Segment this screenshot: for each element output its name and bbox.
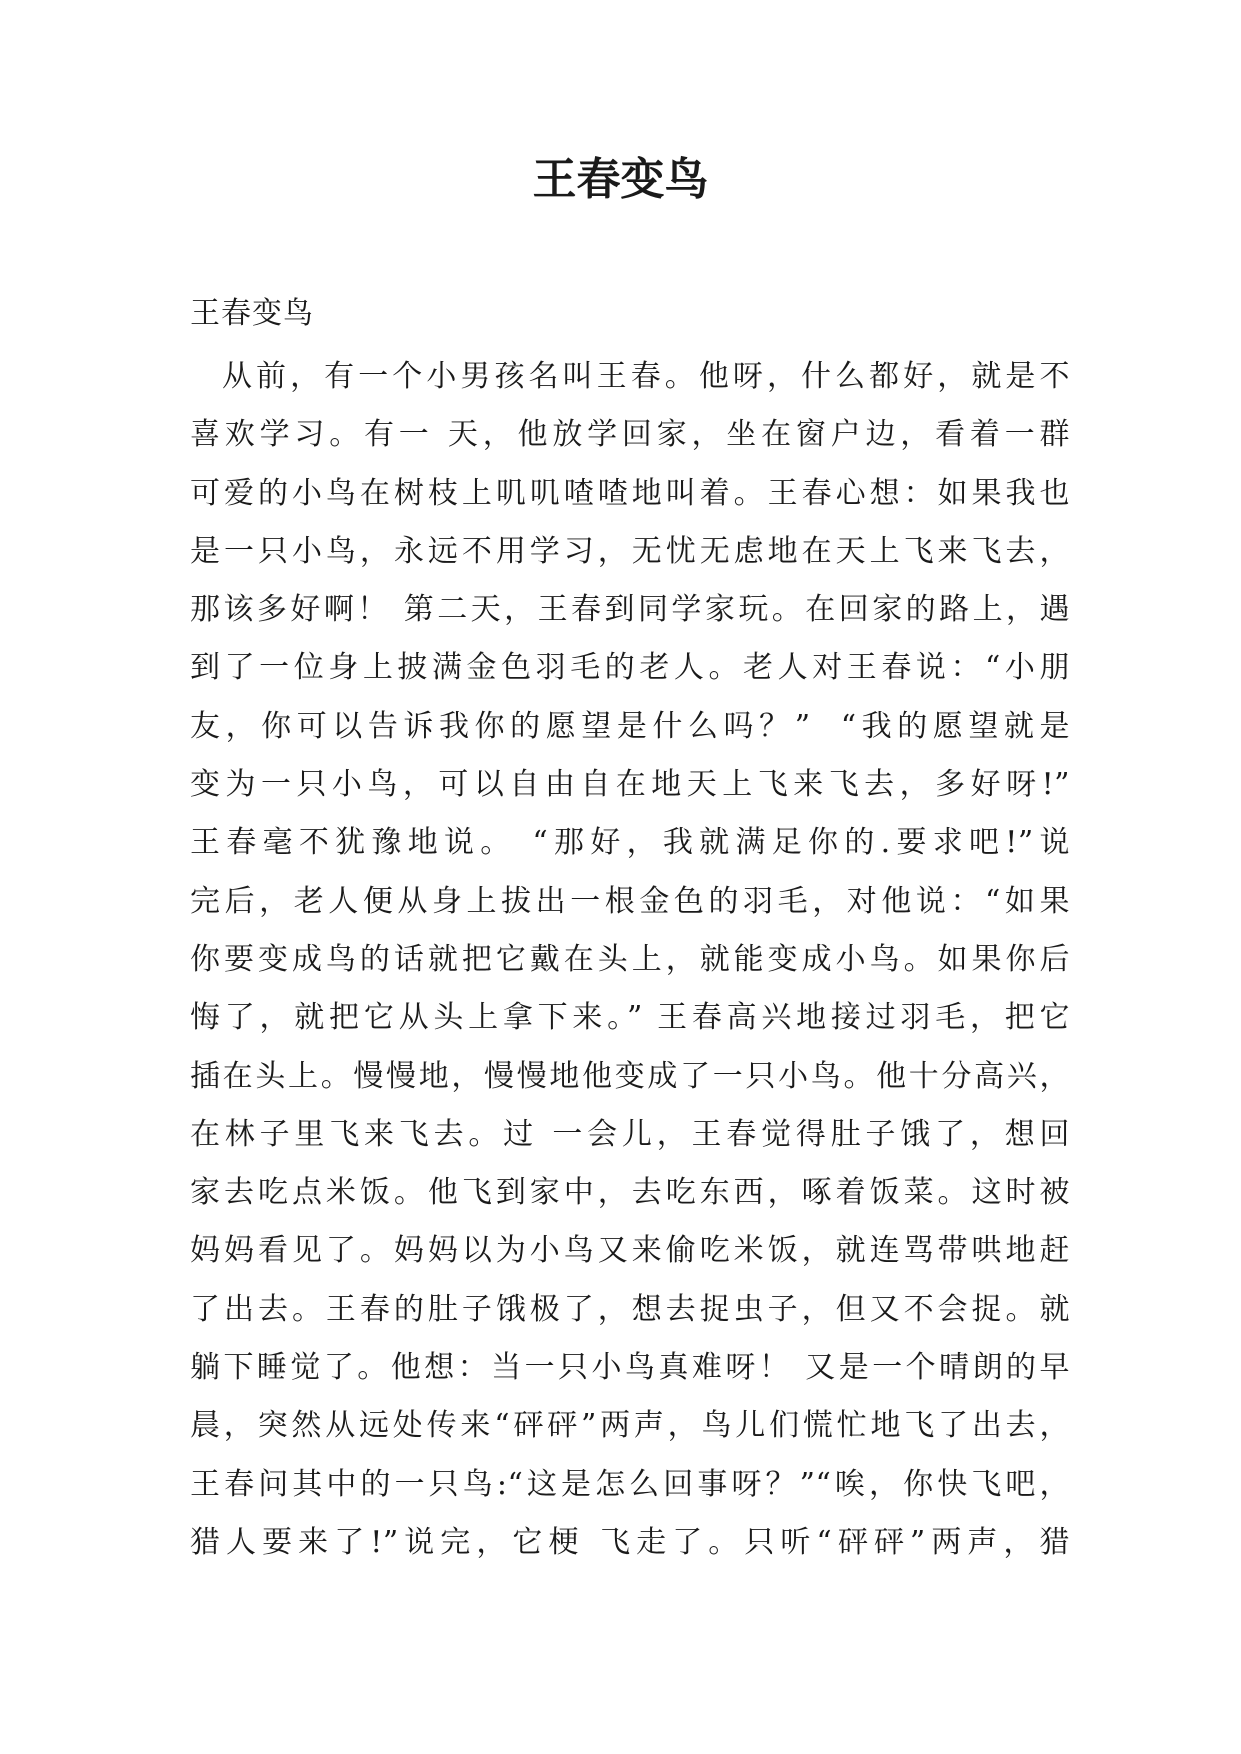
body-line: 从前，有一个小男孩名叫王春。他呀，什么都好，就是不 bbox=[222, 359, 1070, 394]
body-line: 晨，突然从远处传来“砰砰”两声，鸟儿们慌忙地飞了出去， bbox=[190, 1408, 1070, 1444]
body-line: 完后，老人便从身上拔出一根金色的羽毛，对他说：“如果 bbox=[190, 883, 1070, 919]
page-title: 王春变鸟 bbox=[532, 154, 709, 205]
body-line: 在林子里飞来飞去。过 一会儿，王春觉得肚子饿了，想回 bbox=[190, 1116, 1070, 1152]
body-line: 妈妈看见了。妈妈以为小鸟又来偷吃米饭，就连骂带哄地赶 bbox=[190, 1233, 1070, 1269]
body-line: 王春问其中的一只鸟:“这是怎么回事呀？”“唉，你快飞吧， bbox=[190, 1466, 1070, 1502]
body-line: 躺下睡觉了。他想：当一只小鸟真难呀！ 又是一个晴朗的早 bbox=[190, 1350, 1070, 1386]
body-line: 变为一只小鸟，可以自由自在地天上飞来飞去，多好呀!” bbox=[190, 767, 1070, 803]
body-line: 猎人要来了!”说完，它梗 飞走了。只听“砰砰”两声，猎 bbox=[190, 1524, 1070, 1560]
body-line: 可爱的小鸟在树枝上叽叽喳喳地叫着。王春心想：如果我也 bbox=[190, 475, 1070, 511]
body-line: 你要变成鸟的话就把它戴在头上，就能变成小鸟。如果你后 bbox=[190, 941, 1070, 977]
body-line: 王春毫不犹豫地说。 “那好，我就满足你的.要求吧!”说 bbox=[190, 825, 1070, 861]
body-line: 那该多好啊！ 第二天，王春到同学家玩。在回家的路上，遇 bbox=[190, 592, 1070, 628]
body-line: 喜欢学习。有一 天，他放学回家，坐在窗户边，看着一群 bbox=[190, 417, 1070, 453]
article-body bbox=[190, 348, 1070, 1572]
body-line: 友，你可以告诉我你的愿望是什么吗？” “我的愿望就是 bbox=[190, 708, 1070, 744]
body-line: 家去吃点米饭。他飞到家中，去吃东西，啄着饭菜。这时被 bbox=[190, 1175, 1070, 1211]
body-line: 插在头上。慢慢地，慢慢地他变成了一只小鸟。他十分高兴， bbox=[190, 1058, 1070, 1094]
body-line: 是一只小鸟，永远不用学习，无忧无虑地在天上飞来飞去， bbox=[190, 533, 1070, 569]
body-line: 悔了，就把它从头上拿下来。” 王春高兴地接过羽毛，把它 bbox=[190, 1000, 1070, 1036]
body-line: 了出去。王春的肚子饿极了，想去捉虫子，但又不会捉。就 bbox=[190, 1291, 1070, 1327]
article-subtitle: 王春变鸟 bbox=[190, 296, 314, 331]
body-line: 到了一位身上披满金色羽毛的老人。老人对王春说：“小朋 bbox=[190, 650, 1070, 686]
